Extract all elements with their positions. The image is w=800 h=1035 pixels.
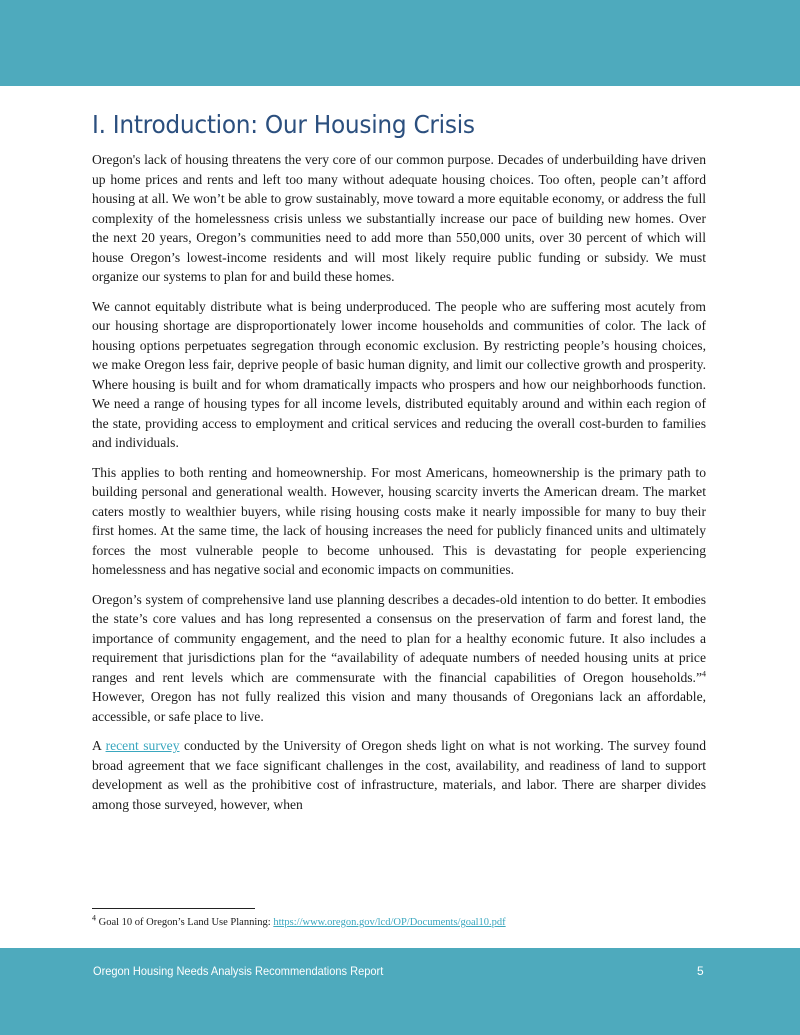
- footnote: [92, 913, 506, 928]
- page-number: 5: [697, 964, 704, 978]
- page-content: [92, 108, 706, 824]
- paragraph-4-tail: However, Oregon has not fully realized this vision and many thousands of Oregonians lack an affordable, accessible, or safe place to live.: [92, 689, 706, 724]
- paragraph-5-lead: A: [92, 738, 106, 753]
- footnote-text: Goal 10 of Oregon’s Land Use Planning:: [96, 917, 274, 928]
- header-band: [0, 0, 800, 86]
- paragraph-2: We cannot equitably distribute what is being underproduced. The people who are suffering most acutely from our housing shortage are disproportionately lower income households and communities of color. The lack of housing options perpetuates segregation through economic exclusion. By restricting people’s housing choices, we make Oregon less fair, deprive people of basic human dignity, and limit our collective growth and prosperity. Where housing is built and for whom dramatically impacts who prospers and how our neighborhoods function. We need a range of housing types for all income levels, distributed equitably around and within each region of the state, providing access to employment and critical services and reducing the overall cost-burden to families and individuals.: [92, 298, 706, 450]
- footnote-number: 4: [92, 913, 96, 923]
- footer-report-title: Oregon Housing Needs Analysis Recommendations Report: [93, 964, 384, 978]
- paragraph-4-text: Oregon’s system of comprehensive land use planning describes a decades-old intention to do better. It embodies the state’s core values and has long represented a consensus on the preservation of farm and forest land, the importance of community engagement, and the need to plan for a healthy economic future. It also includes a requirement that jurisdictions plan for the “availability of adequate numbers of needed housing units at price ranges and rent levels which are commensurate with the financial capabilities of Oregon households.”: [92, 591, 706, 685]
- paragraph-5: [92, 736, 706, 814]
- paragraph-4: [92, 590, 706, 727]
- footer-band: [0, 948, 800, 1035]
- page-title: I. Introduction: Our Housing Crisis: [92, 110, 475, 139]
- footnote-divider: [92, 908, 255, 909]
- paragraph-5-tail: conducted by the University of Oregon sheds light on what is not working. The survey found broad agreement that we face significant challenges in the cost, availability, and readiness of land to support development as well as the prohibitive cost of infrastructure, materials, and labor. There are sharper divides among those surveyed, however, when: [92, 738, 706, 812]
- recent-survey-link[interactable]: recent survey: [105, 738, 180, 753]
- footnote-reference[interactable]: 4: [702, 668, 706, 678]
- paragraph-1: Oregon's lack of housing threatens the very core of our common purpose. Decades of underbuilding have driven up home prices and rents and left too many without adequate housing choices. Too often, people can’t afford housing at all. We won’t be able to grow sustainably, move toward a more equitable economy, or address the full complexity of the homelessness crisis unless we substantially increase our pace of building new homes. Over the next 20 years, Oregon’s communities need to add more than 550,000 units, over 30 percent of which will house Oregon’s lowest-income residents and will most likely require public funding or subsidy. We must organize our systems to plan for and build these homes.: [92, 152, 706, 284]
- footnote-link[interactable]: https://www.oregon.gov/lcd/OP/Documents/goal10.pdf: [273, 917, 506, 928]
- paragraph-3: This applies to both renting and homeownership. For most Americans, homeownership is the primary path to building personal and generational wealth. However, housing scarcity inverts the American dream. The market caters mostly to wealthier buyers, while rising housing costs make it nearly impossible for many to buy their first homes. At the same time, the lack of housing increases the need for publicly financed units and ultimately forces the most vulnerable people to become unhoused. This is devastating for people experiencing homelessness and has negative social and economic impacts on communities.: [92, 464, 706, 577]
